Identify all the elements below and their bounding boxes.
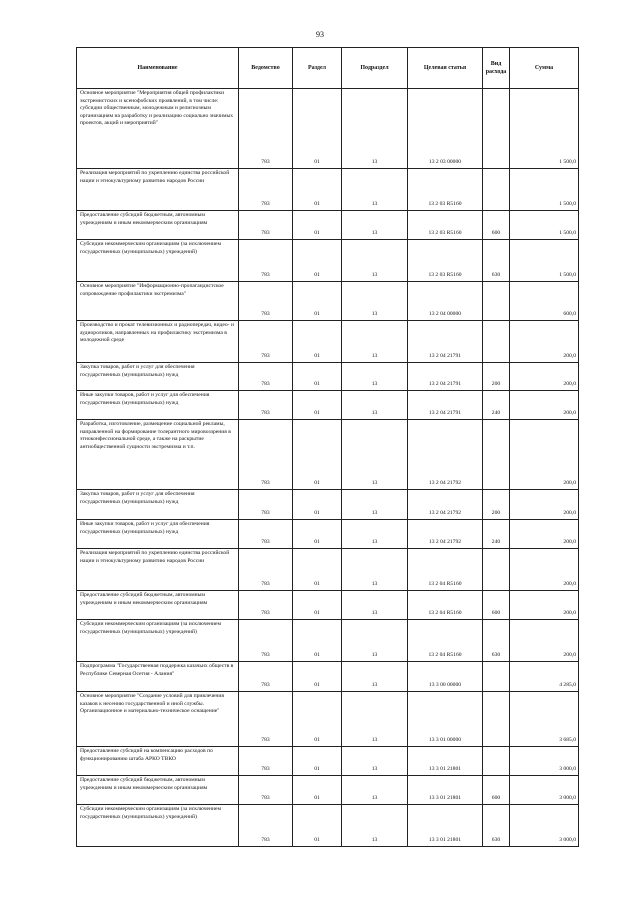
table-row xyxy=(77,520,579,549)
cell-article: 13 2 03 R5160 xyxy=(408,211,483,240)
cell-article: 13 2 04 21791 xyxy=(408,321,483,363)
cell-section: 01 xyxy=(293,747,342,776)
cell-sum: 3 685,0 xyxy=(510,692,579,747)
cell-dept: 783 xyxy=(239,490,293,520)
cell-article: 13 2 04 R5160 xyxy=(408,549,483,591)
cell-subsection: 13 xyxy=(342,747,408,776)
cell-article: 13 2 04 00000 xyxy=(408,282,483,321)
cell-sum: 200,0 xyxy=(510,420,579,490)
table-row xyxy=(77,620,579,662)
cell-article: 13 2 03 R5160 xyxy=(408,169,483,211)
cell-subsection: 13 xyxy=(342,520,408,549)
cell-name: Основное мероприятие "Создание условий для привлечения казаков к несению государственной и иной службы. Организационное и материально-техническое оснащение" xyxy=(77,692,239,747)
cell-article: 13 2 04 21792 xyxy=(408,520,483,549)
cell-article: 13 3 01 00000 xyxy=(408,692,483,747)
cell-sum: 600,0 xyxy=(510,282,579,321)
cell-sum: 200,0 xyxy=(510,620,579,662)
cell-sum: 200,0 xyxy=(510,549,579,591)
header-article: Целевая статья xyxy=(408,48,483,89)
budget-table xyxy=(76,47,579,847)
cell-subsection: 13 xyxy=(342,692,408,747)
cell-name: Предоставление субсидий на компенсацию расходов по функционированию штаба АРКО ТВКО xyxy=(77,747,239,776)
cell-name: Основное мероприятие "Информационно-пропагандистское сопровождение профилактики экстремизма" xyxy=(77,282,239,321)
cell-expense-type xyxy=(483,549,510,591)
cell-expense-type: 630 xyxy=(483,240,510,282)
cell-subsection: 13 xyxy=(342,805,408,847)
header-sum: Сумма xyxy=(510,48,579,89)
cell-section: 01 xyxy=(293,805,342,847)
cell-sum: 200,0 xyxy=(510,391,579,420)
cell-subsection: 13 xyxy=(342,240,408,282)
cell-expense-type: 600 xyxy=(483,591,510,620)
table-row xyxy=(77,747,579,776)
cell-dept: 783 xyxy=(239,591,293,620)
cell-expense-type: 200 xyxy=(483,490,510,520)
cell-dept: 783 xyxy=(239,747,293,776)
cell-article: 13 2 04 R5160 xyxy=(408,620,483,662)
cell-subsection: 13 xyxy=(342,549,408,591)
header-dept: Ведомство xyxy=(239,48,293,89)
cell-name: Иные закупки товаров, работ и услуг для обеспечения государственных (муниципальных) нужд xyxy=(77,520,239,549)
cell-sum: 200,0 xyxy=(510,490,579,520)
cell-expense-type xyxy=(483,662,510,692)
cell-expense-type xyxy=(483,282,510,321)
cell-subsection: 13 xyxy=(342,391,408,420)
cell-expense-type xyxy=(483,89,510,169)
cell-dept: 783 xyxy=(239,391,293,420)
cell-subsection: 13 xyxy=(342,169,408,211)
cell-subsection: 13 xyxy=(342,776,408,805)
cell-article: 13 2 04 21791 xyxy=(408,391,483,420)
cell-name: Подпрограмма "Государственная поддержка казачьих обществ в Республике Северная Осетия - Алания" xyxy=(77,662,239,692)
cell-subsection: 13 xyxy=(342,420,408,490)
cell-dept: 783 xyxy=(239,549,293,591)
cell-name: Реализация мероприятий по укреплению единства российской нации и этнокультурному развитию народов России xyxy=(77,169,239,211)
cell-subsection: 13 xyxy=(342,662,408,692)
table-row xyxy=(77,549,579,591)
cell-article: 13 2 03 R5160 xyxy=(408,240,483,282)
table-body xyxy=(77,89,579,847)
cell-sum: 1 500,0 xyxy=(510,89,579,169)
cell-name: Иные закупки товаров, работ и услуг для обеспечения государственных (муниципальных) нужд xyxy=(77,391,239,420)
cell-sum: 1 500,0 xyxy=(510,211,579,240)
cell-dept: 783 xyxy=(239,321,293,363)
header-expense-type: Вид расхода xyxy=(483,48,510,89)
table-row xyxy=(77,591,579,620)
table-row xyxy=(77,776,579,805)
table-row xyxy=(77,169,579,211)
cell-name: Субсидии некоммерческим организациям (за исключением государственных (муниципальных) учреждений) xyxy=(77,240,239,282)
cell-article: 13 2 04 21791 xyxy=(408,363,483,391)
cell-sum: 200,0 xyxy=(510,520,579,549)
cell-section: 01 xyxy=(293,776,342,805)
cell-dept: 783 xyxy=(239,776,293,805)
cell-section: 01 xyxy=(293,420,342,490)
cell-section: 01 xyxy=(293,321,342,363)
table-row xyxy=(77,89,579,169)
cell-subsection: 13 xyxy=(342,321,408,363)
cell-dept: 783 xyxy=(239,692,293,747)
table-row xyxy=(77,805,579,847)
cell-sum: 200,0 xyxy=(510,363,579,391)
table-row xyxy=(77,240,579,282)
cell-section: 01 xyxy=(293,169,342,211)
cell-section: 01 xyxy=(293,549,342,591)
cell-expense-type: 630 xyxy=(483,620,510,662)
cell-article: 13 3 01 21801 xyxy=(408,747,483,776)
cell-section: 01 xyxy=(293,211,342,240)
cell-expense-type: 200 xyxy=(483,363,510,391)
cell-name: Субсидии некоммерческим организациям (за исключением государственных (муниципальных) учреждений) xyxy=(77,620,239,662)
cell-dept: 783 xyxy=(239,169,293,211)
cell-section: 01 xyxy=(293,692,342,747)
table-row xyxy=(77,692,579,747)
table-row xyxy=(77,490,579,520)
cell-sum: 3 000,0 xyxy=(510,747,579,776)
cell-article: 13 3 01 21801 xyxy=(408,805,483,847)
cell-expense-type: 600 xyxy=(483,776,510,805)
cell-sum: 200,0 xyxy=(510,321,579,363)
cell-name: Реализация мероприятий по укреплению единства российской нации и этнокультурному развитию народов России xyxy=(77,549,239,591)
cell-subsection: 13 xyxy=(342,211,408,240)
cell-dept: 783 xyxy=(239,520,293,549)
cell-section: 01 xyxy=(293,520,342,549)
cell-name: Предоставление субсидий бюджетным, автономным учреждениям и иным некоммерческим организациям xyxy=(77,211,239,240)
cell-subsection: 13 xyxy=(342,620,408,662)
cell-dept: 783 xyxy=(239,211,293,240)
table-row xyxy=(77,282,579,321)
header-subsection: Подраздел xyxy=(342,48,408,89)
table-row xyxy=(77,363,579,391)
cell-article: 13 2 03 00000 xyxy=(408,89,483,169)
header-name: Наименование xyxy=(77,48,239,89)
cell-section: 01 xyxy=(293,591,342,620)
cell-article: 13 3 01 21801 xyxy=(408,776,483,805)
cell-subsection: 13 xyxy=(342,282,408,321)
cell-section: 01 xyxy=(293,89,342,169)
cell-expense-type xyxy=(483,321,510,363)
cell-section: 01 xyxy=(293,662,342,692)
cell-name: Производство и прокат телевизионных и радиопередач, видео- и аудиороликов, направленных на профилактику экстремизма в молодежной среде xyxy=(77,321,239,363)
page-number: 93 xyxy=(316,30,324,39)
cell-sum: 4 285,0 xyxy=(510,662,579,692)
cell-article: 13 2 04 21792 xyxy=(408,420,483,490)
cell-name: Основное мероприятие "Мероприятия общей профилактики экстремистских и ксенофобских проявлений, в том числе: субсидии общественным, молодежным и религиозным организациям на разработку и реализацию социально значимых проектов, акций и мероприятий" xyxy=(77,89,239,169)
cell-section: 01 xyxy=(293,363,342,391)
table-row xyxy=(77,391,579,420)
cell-dept: 783 xyxy=(239,420,293,490)
cell-dept: 783 xyxy=(239,89,293,169)
cell-name: Предоставление субсидий бюджетным, автономным учреждениям и иным некоммерческим организациям xyxy=(77,776,239,805)
cell-sum: 1 500,0 xyxy=(510,240,579,282)
cell-dept: 783 xyxy=(239,662,293,692)
cell-section: 01 xyxy=(293,282,342,321)
table-row xyxy=(77,662,579,692)
cell-sum: 3 000,0 xyxy=(510,805,579,847)
cell-subsection: 13 xyxy=(342,363,408,391)
table-header xyxy=(77,48,579,89)
cell-dept: 783 xyxy=(239,282,293,321)
cell-sum: 3 000,0 xyxy=(510,776,579,805)
cell-section: 01 xyxy=(293,240,342,282)
cell-name: Предоставление субсидий бюджетным, автономным учреждениям и иным некоммерческим организациям xyxy=(77,591,239,620)
cell-article: 13 2 04 21792 xyxy=(408,490,483,520)
cell-article: 13 2 04 R5160 xyxy=(408,591,483,620)
cell-dept: 783 xyxy=(239,620,293,662)
cell-expense-type: 630 xyxy=(483,805,510,847)
table-row xyxy=(77,211,579,240)
cell-expense-type: 240 xyxy=(483,520,510,549)
cell-dept: 783 xyxy=(239,240,293,282)
header-section: Раздел xyxy=(293,48,342,89)
cell-sum: 200,0 xyxy=(510,591,579,620)
cell-subsection: 13 xyxy=(342,591,408,620)
cell-expense-type xyxy=(483,747,510,776)
cell-expense-type: 240 xyxy=(483,391,510,420)
cell-name: Закупка товаров, работ и услуг для обеспечения государственных (муниципальных) нужд xyxy=(77,490,239,520)
cell-dept: 783 xyxy=(239,805,293,847)
table-row xyxy=(77,420,579,490)
cell-section: 01 xyxy=(293,490,342,520)
cell-name: Закупка товаров, работ и услуг для обеспечения государственных (муниципальных) нужд xyxy=(77,363,239,391)
cell-name: Разработка, изготовление, размещение социальной рекламы, направленной на формирование толерантного мировоззрения в этноконфессиональной среде, а также на раскрытие антиобщественной сущности экстремизма и т.п. xyxy=(77,420,239,490)
table-row xyxy=(77,321,579,363)
cell-section: 01 xyxy=(293,391,342,420)
cell-expense-type xyxy=(483,420,510,490)
cell-subsection: 13 xyxy=(342,490,408,520)
cell-sum: 1 500,0 xyxy=(510,169,579,211)
cell-section: 01 xyxy=(293,620,342,662)
cell-expense-type xyxy=(483,169,510,211)
cell-expense-type xyxy=(483,692,510,747)
cell-article: 13 3 00 00000 xyxy=(408,662,483,692)
cell-subsection: 13 xyxy=(342,89,408,169)
cell-expense-type: 600 xyxy=(483,211,510,240)
cell-dept: 783 xyxy=(239,363,293,391)
cell-name: Субсидии некоммерческим организациям (за исключением государственных (муниципальных) учреждений) xyxy=(77,805,239,847)
